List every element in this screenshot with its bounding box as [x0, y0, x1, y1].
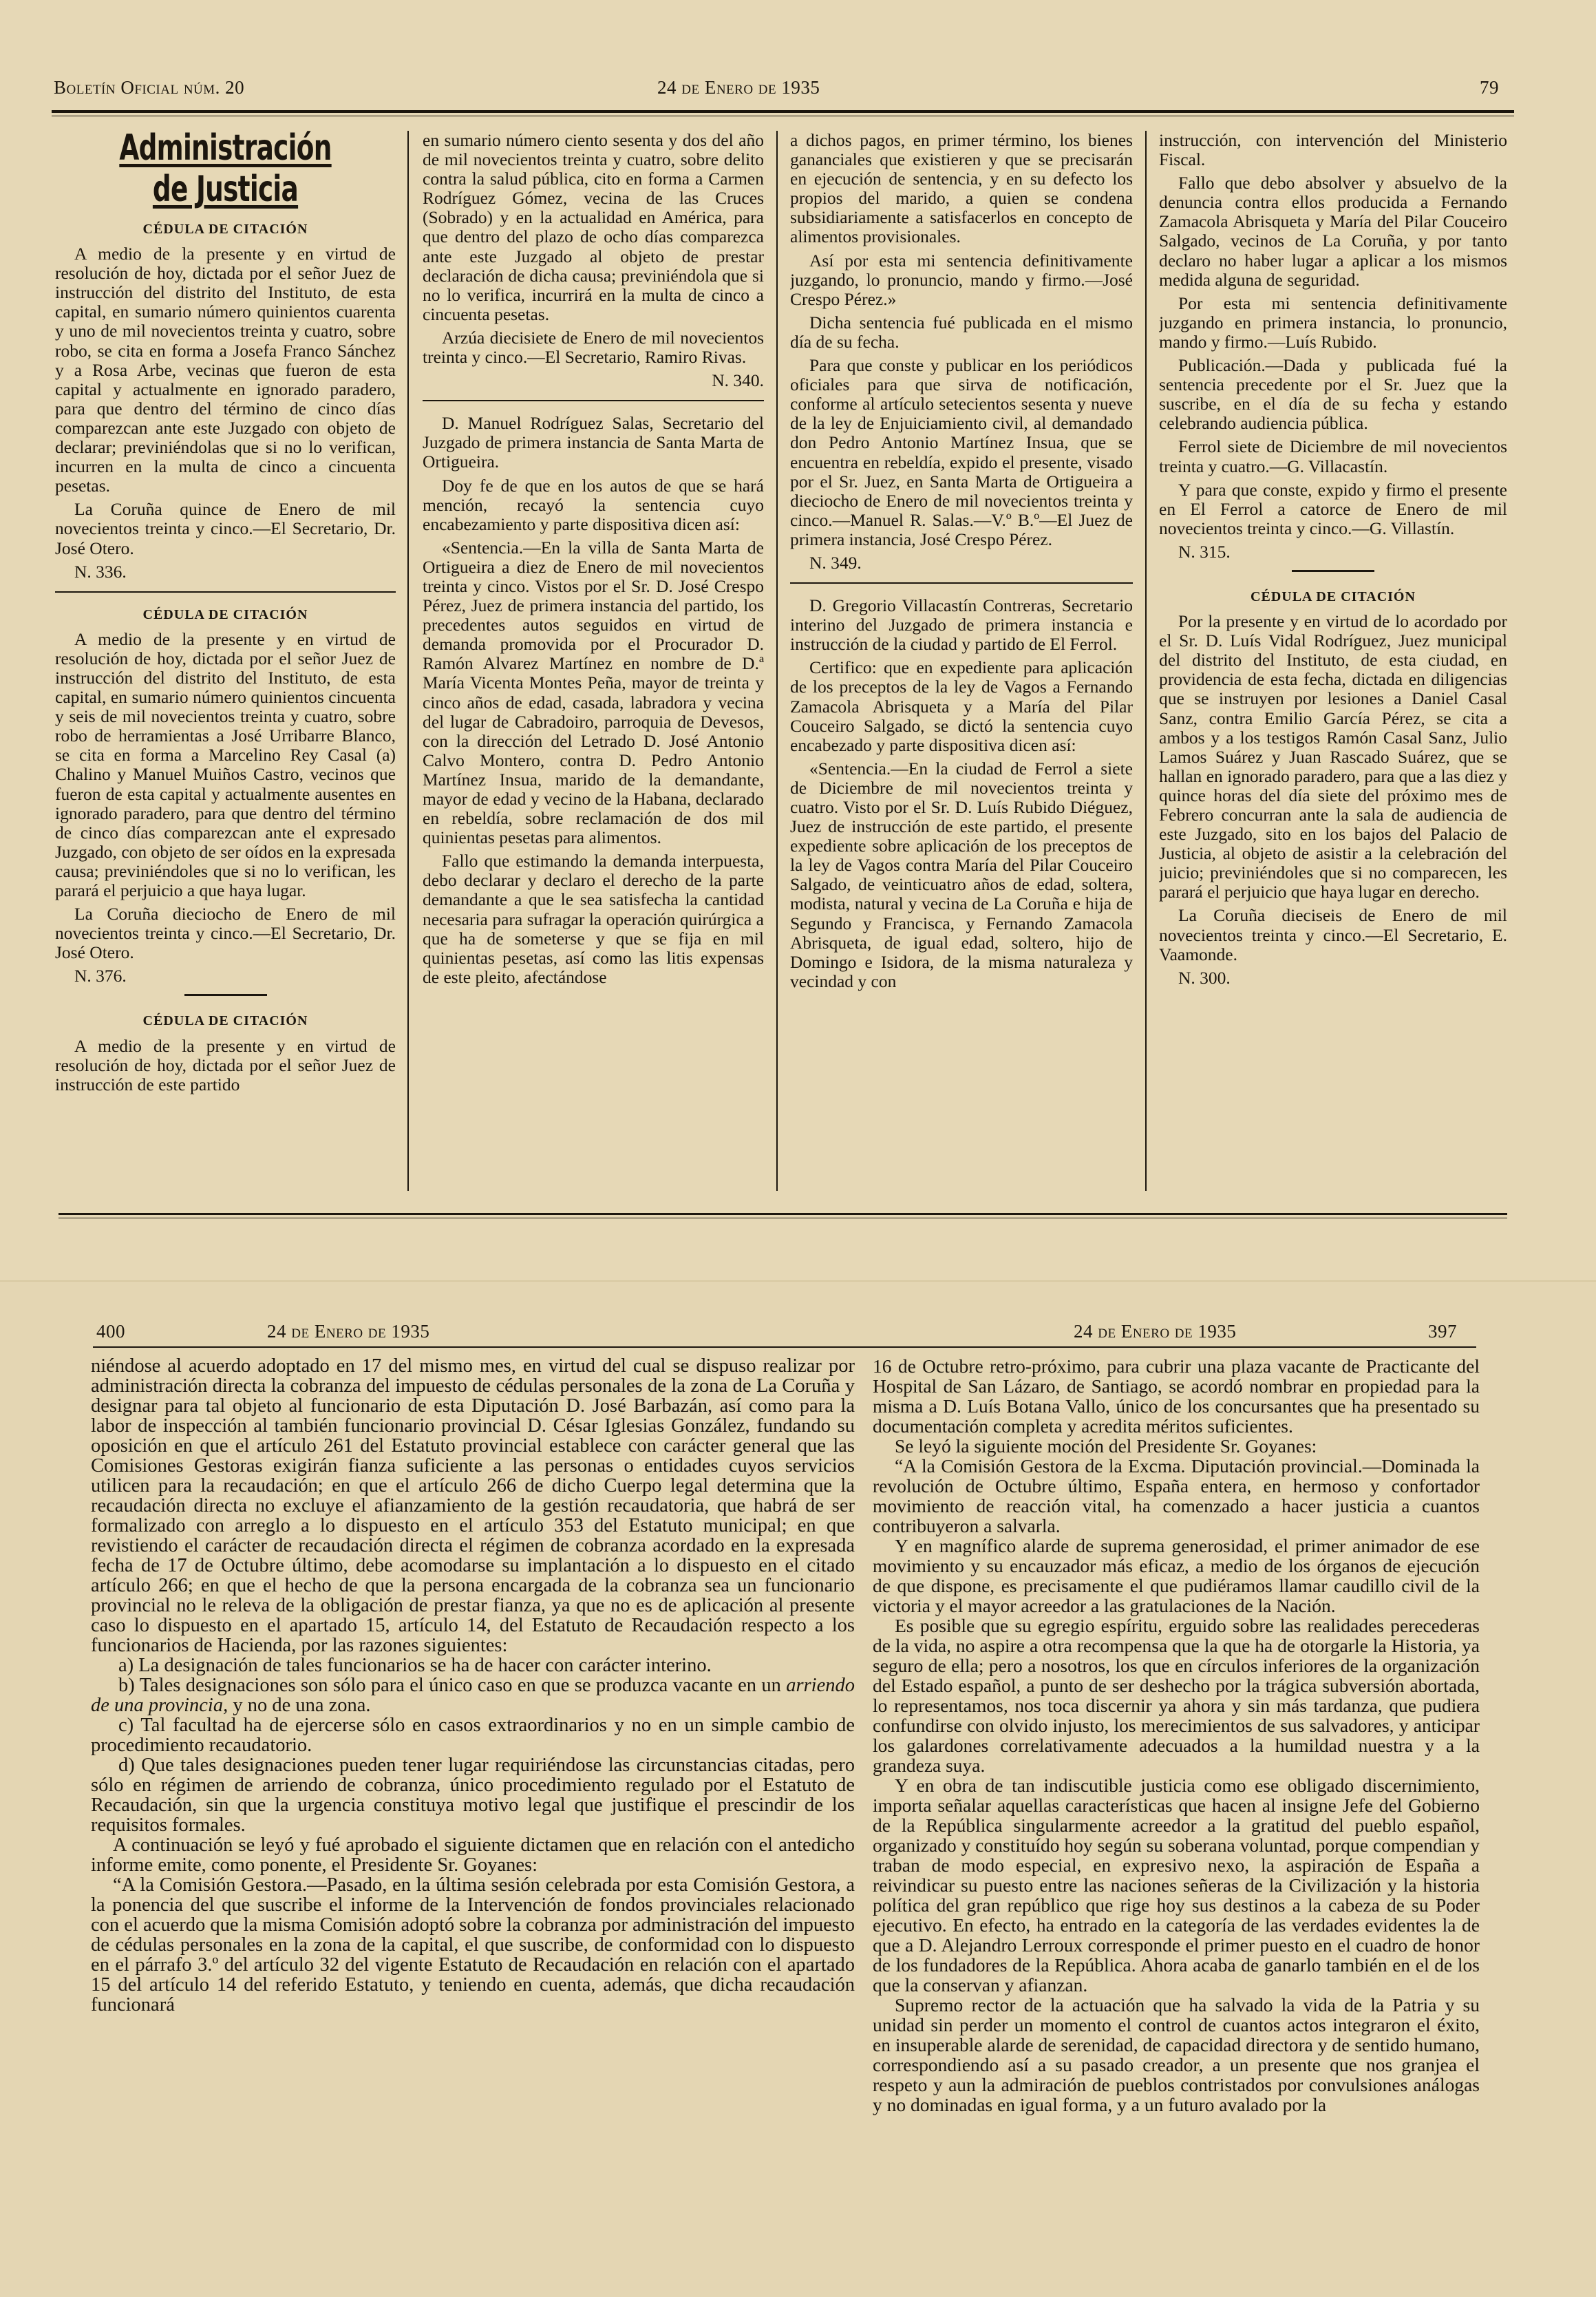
citation-signature: La Coruña quince de Enero de mil novecientos treinta y cinco.—El Secretario, Dr. José Otero.	[55, 499, 396, 558]
notice-number: N. 376.	[74, 966, 127, 986]
running-head-date-right: 24 de Enero de 1935	[1074, 1321, 1237, 1342]
paragraph: Dicha sentencia fué publicada en el mismo día de su fecha.	[790, 312, 1133, 352]
paragraph: «Sentencia.—En la villa de Santa Marta de Ortigueira a diez de Enero de mil novecientos treinta y cinco. Vistos por el Sr. D. José Crespo Pérez, Juez de primera instancia del partido, los precedentes autos seguidos en virtud de demanda promovida por el Procurador D. Ramón Alvarez Martínez en nombre de D.ª María Vicenta Montes Peña, mayor de treinta y cinco años de edad, casada, labradora y vecina del lugar de Cabradoiro, parroquia de Devesos, con la dirección del Letrado D. José Antonio Calvo Montero, contra D. Pedro Antonio Martínez Insua, marido de la demandante, mayor de edad y vecino de la Habana, declarado en rebeldía, sobre reclamación de dos mil quinientas pesetas para alimentos.	[423, 537, 764, 848]
paragraph: Fallo que debo absolver y absuelvo de la denuncia contra ellos producida a Fernando Zamacola Abrisqueta y María del Pilar Couceiro Salgado, vecinos de La Coruña, y por tanto declaro no haber lugar a aplicar a los mismos medida alguna de seguridad.	[1159, 173, 1507, 290]
citation-text: A medio de la presente y en virtud de resolución de hoy, dictada por el señor Juez de instrucción del distrito del Instituto, de esta capital, en sumario número quinientos cuarenta y uno de mil novecientos treinta y cuatro, sobre robo, se cita en forma a Josefa Franco Sánchez y a Rosa Arbe, vecinas que fueron de esta capital y actualmente en ignorado paradero, para que dentro del término de cinco días comparezcan ante este Juzgado con objeto de declarar; previniéndolas que si no lo verifican, incurren en la multa de cinco a cincuenta pesetas.	[55, 244, 396, 496]
paragraph: Publicación.—Dada y publicada fué la sentencia precedente por el Sr. Juez que la suscribe, en el día de su fecha y estando celebrando audiencia pública.	[1159, 355, 1507, 434]
section-title: Administración de Justicia	[119, 127, 332, 210]
paragraph: Certifico: que en expediente para aplicación de los preceptos de la ley de Vagos a Fernando Zamacola Abrisqueta y a María del Pilar Couceiro Salgado, se dictó la sentencia cuyo encabezado y parte dispositiva dicen así:	[790, 657, 1133, 755]
header-rule-left	[93, 1346, 877, 1348]
paragraph: a dichos pagos, en primer término, los bienes gananciales que existieren y que se precisarán en ejecución de sentencia, y en su defecto los propios del marido, a quien se condena subsidiariamente a satisfacerlos en concepto de alimentos provisionales.	[790, 131, 1133, 247]
column-4	[1159, 131, 1507, 1194]
paragraph: “A la Comisión Gestora.—Pasado, en la última sesión celebrada por esta Comisión Gestora, a la ponencia del que suscribe el informe de la Intervención de fondos provinciales relacionado con el acuerdo que la misma Comisión adoptó sobre la cobranza por administración del impuesto de cédulas personales en la zona de la capital, el que suscribe, de conformidad con lo dispuesto en el párrafo 3.º del artículo 32 del vigente Estatuto de Recaudación en relación con el apartado 15 del artículo 14 del referido Estatuto, y teniendo en cuenta, además, que dicha recaudación funcionará	[91, 1874, 855, 2015]
notice-number: N. 349.	[809, 552, 862, 573]
paragraph: D. Gregorio Villacastín Contreras, Secretario interino del Juzgado de primera instancia e instrucción de la ciudad y partido de El Ferrol.	[790, 595, 1133, 655]
divider	[55, 591, 396, 593]
column-1	[55, 127, 396, 1194]
header-rule-right	[864, 1346, 1476, 1348]
header-rule	[52, 110, 1514, 113]
column-rule	[1145, 131, 1147, 1191]
paragraph: La Coruña dieciseis de Enero de mil novecientos treinta y cinco.—El Secretario, E. Vaamonde.	[1159, 905, 1507, 964]
notice-number: N. 315.	[1178, 541, 1231, 562]
citation-header: CÉDULA DE CITACIÓN	[142, 606, 308, 622]
running-head-left: Boletín Oficial núm. 20	[54, 77, 245, 98]
citation-signature: La Coruña dieciocho de Enero de mil novecientos treinta y cinco.—El Secretario, Dr. José Otero.	[55, 904, 396, 963]
paragraph: «Sentencia.—En la ciudad de Ferrol a siete de Diciembre de mil novecientos treinta y cuatro. Visto por el Sr. D. Luís Rubido Diéguez, Juez de instrucción de este partido, el presente expediente sobre aplicación de los preceptos de la ley de Vagos contra María del Pilar Couceiro Salgado, de veinticuatro años de edad, soltera, modista, natural y vecina de La Coruña e hija de Segundo y Francisca, y Fernando Zamacola Abrisqueta, de igual edad, soltero, hijo de Domingo e Isidora, de la misma naturaleza y vecindad y con	[790, 758, 1133, 991]
paragraph: D. Manuel Rodríguez Salas, Secretario del Juzgado de primera instancia de Santa Marta de Ortigueira.	[423, 413, 764, 472]
paragraph: 16 de Octubre retro-próximo, para cubrir una plaza vacante de Practicante del Hospital de San Lázaro, de Santiago, se acordó nombrar en propiedad para la misma a D. Luís Botana Vallo, único de los concursantes que ha presentado su documentación completa y acredita méritos suficientes.	[873, 1356, 1480, 1437]
column-rule	[776, 131, 778, 1191]
paragraph: Doy fe de que en los autos de que se hará mención, recayó la sentencia cuyo encabezamiento y parte dispositiva dicen así:	[423, 475, 764, 534]
notice-number: N. 336.	[74, 561, 127, 582]
column-2	[423, 131, 764, 1194]
notice-number: N. 300.	[1178, 967, 1231, 988]
paragraph: Arzúa diecisiete de Enero de mil novecientos treinta y cinco.—El Secretario, Ramiro Rivas.	[423, 327, 764, 368]
paragraph: Ferrol siete de Diciembre de mil novecientos treinta y cuatro.—G. Villacastín.	[1159, 436, 1507, 476]
footer-rule	[58, 1213, 1507, 1215]
column-rule	[407, 131, 409, 1191]
page-number: 79	[1480, 77, 1499, 98]
paragraph: en sumario número ciento sesenta y dos del año de mil novecientos treinta y cuatro, sobre delito contra la salud pública, cito en forma a Carmen Rodríguez Gómez, vecina de las Cruces (Sobrado) y en la actualidad en América, para que dentro del plazo de ocho días comparezca ante este Juzgado al objeto de prestar declaración de dicha causa; previniéndola que si no lo verifica, incurrirá en la multa de cinco a cincuenta pesetas.	[423, 131, 764, 324]
running-head-date-left: 24 de Enero de 1935	[267, 1321, 430, 1342]
paragraph: Para que conste y publicar en los periódicos oficiales para que sirva de notificación, conforme al artículo setecientos sesenta y nueve de la ley de Enjuiciamiento civil, al demandado don Pedro Antonio Martínez Insua, que se encuentra en rebeldía, expido el presente, visado por el Sr. Juez, en Santa Marta de Ortigueira a dieciocho de Enero de mil novecientos treinta y cinco.—Manuel R. Salas.—V.º B.º—El Juez de primera instancia, José Crespo Pérez.	[790, 355, 1133, 549]
list-item	[91, 1675, 855, 1715]
emphasis: arriendo de una provincia,	[91, 1675, 855, 1716]
citation-header: CÉDULA DE CITACIÓN	[142, 1013, 308, 1029]
list-item: d) Que tales designaciones pueden tener lugar requiriéndose las circunstancias citadas, pero sólo en régimen de arriendo de cobranza, único procedimiento regulado por el Estatuto de Recaudación, sin que la urgencia constituya motivo legal que justifique el prescindir de los requisitos formales.	[91, 1755, 855, 1836]
ornament-divider	[184, 994, 267, 1002]
paragraph: Y para que conste, expido y firmo el presente en El Ferrol a catorce de Enero de mil novecientos treinta y cinco.—G. Villastín.	[1159, 479, 1507, 538]
ornament-divider	[1292, 570, 1374, 578]
citation-text: A medio de la presente y en virtud de resolución de hoy, dictada por el señor Juez de instrucción del distrito del Instituto, de esta capital, en sumario número quinientos cincuenta y seis de mil novecientos treinta y cuatro, sobre robo de herramientas a José Urribarre Blanco, se cita en forma a Marcelino Rey Casal (a) Chalino y Manuel Muiños Castro, vecinos que fueron de esta capital y actualmente ausentes en ignorado paradero, para que dentro del término de cinco días comparezcan ante el expresado Juzgado, con objeto de ser oídos en la expresada causa; previniéndoles que si no lo verifican, les parará el perjuicio a que haya lugar.	[55, 628, 396, 900]
page-number-left: 400	[96, 1321, 125, 1342]
paragraph: Fallo que estimando la demanda interpuesta, debo declarar y declaro el derecho de la parte demandante a que le sea satisfecha la cantidad necesaria para sufragar la operación quirúrgica a que ha de someterse y que se fija en mil quinientas pesetas, así como las litis expensas de este pleito, afectándose	[423, 851, 764, 987]
right-page-column	[873, 1356, 1480, 2294]
bottom-page	[0, 1282, 1596, 2297]
paragraph: Así por esta mi sentencia definitivamente juzgando, lo pronuncio, mando y firmo.—José Crespo Pérez.»	[790, 250, 1133, 309]
running-head-date: 24 de Enero de 1935	[657, 77, 820, 98]
list-item: a) La designación de tales funcionarios se ha de hacer con carácter interino.	[118, 1655, 712, 1676]
citation-header: CÉDULA DE CITACIÓN	[1251, 589, 1416, 604]
list-item-text: y no de una zona.	[228, 1695, 371, 1716]
divider	[790, 582, 1133, 584]
paragraph: Por la presente y en virtud de lo acordado por el Sr. D. Luís Vidal Rodríguez, Juez municipal del distrito del Instituto, de esta ciudad, en providencia de esta fecha, dictada en diligencias que se instruyen por lesiones a Daniel Casal Sanz, contra Emilio García Pérez, se cita a ambos y a los testigos Ramón Casal Sanz, Julio Lamos Suárez y Juan Rascado Suárez, que se hallan en ignorado paradero, para que a las diez y quince horas del día siete del próximo mes de Febrero concurran ante la sala de audiencia de este Juzgado, sito en los bajos del Palacio de Justicia, al objeto de asistir a la celebración del juicio; previniéndoles que si no comparecen, les parará el perjuicio que haya lugar en derecho.	[1159, 611, 1507, 902]
page-number-right: 397	[1428, 1321, 1457, 1342]
paragraph: A continuación se leyó y fué aprobado el siguiente dictamen que en relación con el antedicho informe emite, como ponente, el Presidente Sr. Goyanes:	[91, 1834, 855, 1876]
paragraph: Y en magnífico alarde de suprema generosidad, el primer animador de ese movimiento y su encauzador más eficaz, a medio de los órganos de ejecución de que dispone, es precisamente el que pudiéramos llamar caudillo civil de la victoria y el mayor acreedor a las gratulaciones de la Nación.	[873, 1535, 1480, 1616]
paragraph: niéndose al acuerdo adoptado en 17 del mismo mes, en virtud del cual se dispuso realizar por administración directa la cobranza del impuesto de cédulas personales de la zona de La Coruña y designar para tal objeto al funcionario de esta Diputación D. José Barbazán, así como para la labor de inspección al también funcionario provincial D. César Iglesias González, fundando su oposición en que el artículo 261 del Estatuto provincial establece con carácter general que las Comisiones Gestoras exigirán fianza suficiente a las personas o entidades cuyos servicios utilicen para la recaudación; en que el artículo 266 de dicho Cuerpo legal determina que la recaudación directa no excluye el afianzamiento de la gestión recaudatoria, que habrá de ser formalizado con arreglo a lo dispuesto en el artículo 353 del Estatuto municipal; en que revistiendo el carácter de recaudación directa el régimen de cobranza acordado en la expresada fecha de 17 de Octubre último, debe acomodarse su implantación a lo dispuesto en el citado artículo 266; en que el hecho de que la persona encargada de la cobranza sea un funcionario provincial no le releva de la obligación de prestar fianza, ya que no es de aplicación al presente caso lo dispuesto en el apartado 15, artículo 14, del Estatuto de Recaudación respecto a los funcionarios de Hacienda, por las razones siguientes:	[91, 1356, 855, 1656]
notice-number: N. 340.	[712, 370, 764, 391]
list-item-text: b) Tales designaciones son sólo para el único caso en que se produzca vacante en un	[118, 1675, 787, 1696]
list-item: c) Tal facultad ha de ejercerse sólo en casos extraordinarios y no en un simple cambio de procedimiento recaudatorio.	[91, 1715, 855, 1756]
paragraph: Supremo rector de la actuación que ha salvado la vida de la Patria y su unidad sin perder un momento el control de cuantos actos integraron el éxito, en insuperable alarde de serenidad, de capacidad directora y de sentido humano, correspondiendo así a su pasado creador, a un presente que nos granjea el respeto y aun la admiración de pueblos contristados por convulsiones análogas y no dominadas en igual forma, y a un futuro avalado por la	[873, 1994, 1480, 2115]
paragraph: Se leyó la siguiente moción del Presidente Sr. Goyanes:	[895, 1435, 1317, 1457]
paragraph: “A la Comisión Gestora de la Excma. Diputación provincial.—Dominada la revolución de Octubre último, España entera, en hermoso y confortador movimiento de reacción vital, ha comenzado a hacer justicia a cuantos contribuyeron a salvarla.	[873, 1455, 1480, 1536]
column-3	[790, 131, 1133, 1194]
citation-header: CÉDULA DE CITACIÓN	[142, 222, 308, 237]
paragraph: Por esta mi sentencia definitivamente juzgando en primera instancia, lo pronuncio, mando y firmo.—Luís Rubido.	[1159, 293, 1507, 352]
paragraph: Y en obra de tan indiscutible justicia como ese obligado discernimiento, importa señalar aquellas características que hacen al insigne Jefe del Gobierno de la República singularmente acreedor a la gratitud del pueblo español, organizado y constituído hoy según su soberana voluntad, porque compendian y traban de modo especial, en expresivo nexo, la aspiración de España a reivindicar su puesto entre las naciones señeras de la Civilización y la historia política del gran repúblico que rige hoy sus destinos a la cabeza de su Poder ejecutivo. En efecto, ha entrado en la categoría de las verdades evidentes la de que a D. Alejandro Lerroux corresponde el primer puesto en el cuadro de honor de los fundadores de la República. Ahora acaba de ganarlo también en el de los que la conservan y afianzan.	[873, 1775, 1480, 1996]
paragraph: instrucción, con intervención del Ministerio Fiscal.	[1159, 131, 1507, 170]
left-page-column	[91, 1356, 855, 2294]
citation-text: A medio de la presente y en virtud de resolución de hoy, dictada por el señor Juez de instrucción de este partido	[55, 1035, 396, 1094]
paragraph: Es posible que su egregio espíritu, erguido sobre las realidades perecederas de la vida, no aspire a otra recompensa que la que ha de otorgarle la Historia, ya seguro de ella; pero a nosotros, los que en círculos inferiores de la organización del Estado español, a punto de ser deshecho por la trágica subversión abortada, lo representamos, nos toca discernir ya ahora y sin más tardanza, que pudiera confundirse con olvido injusto, los merecimientos de sus salvadores, y anticipar los galardones correlativamente adecuados a la humildad nuestra y a la grandeza suya.	[873, 1615, 1480, 1776]
divider	[423, 400, 764, 401]
